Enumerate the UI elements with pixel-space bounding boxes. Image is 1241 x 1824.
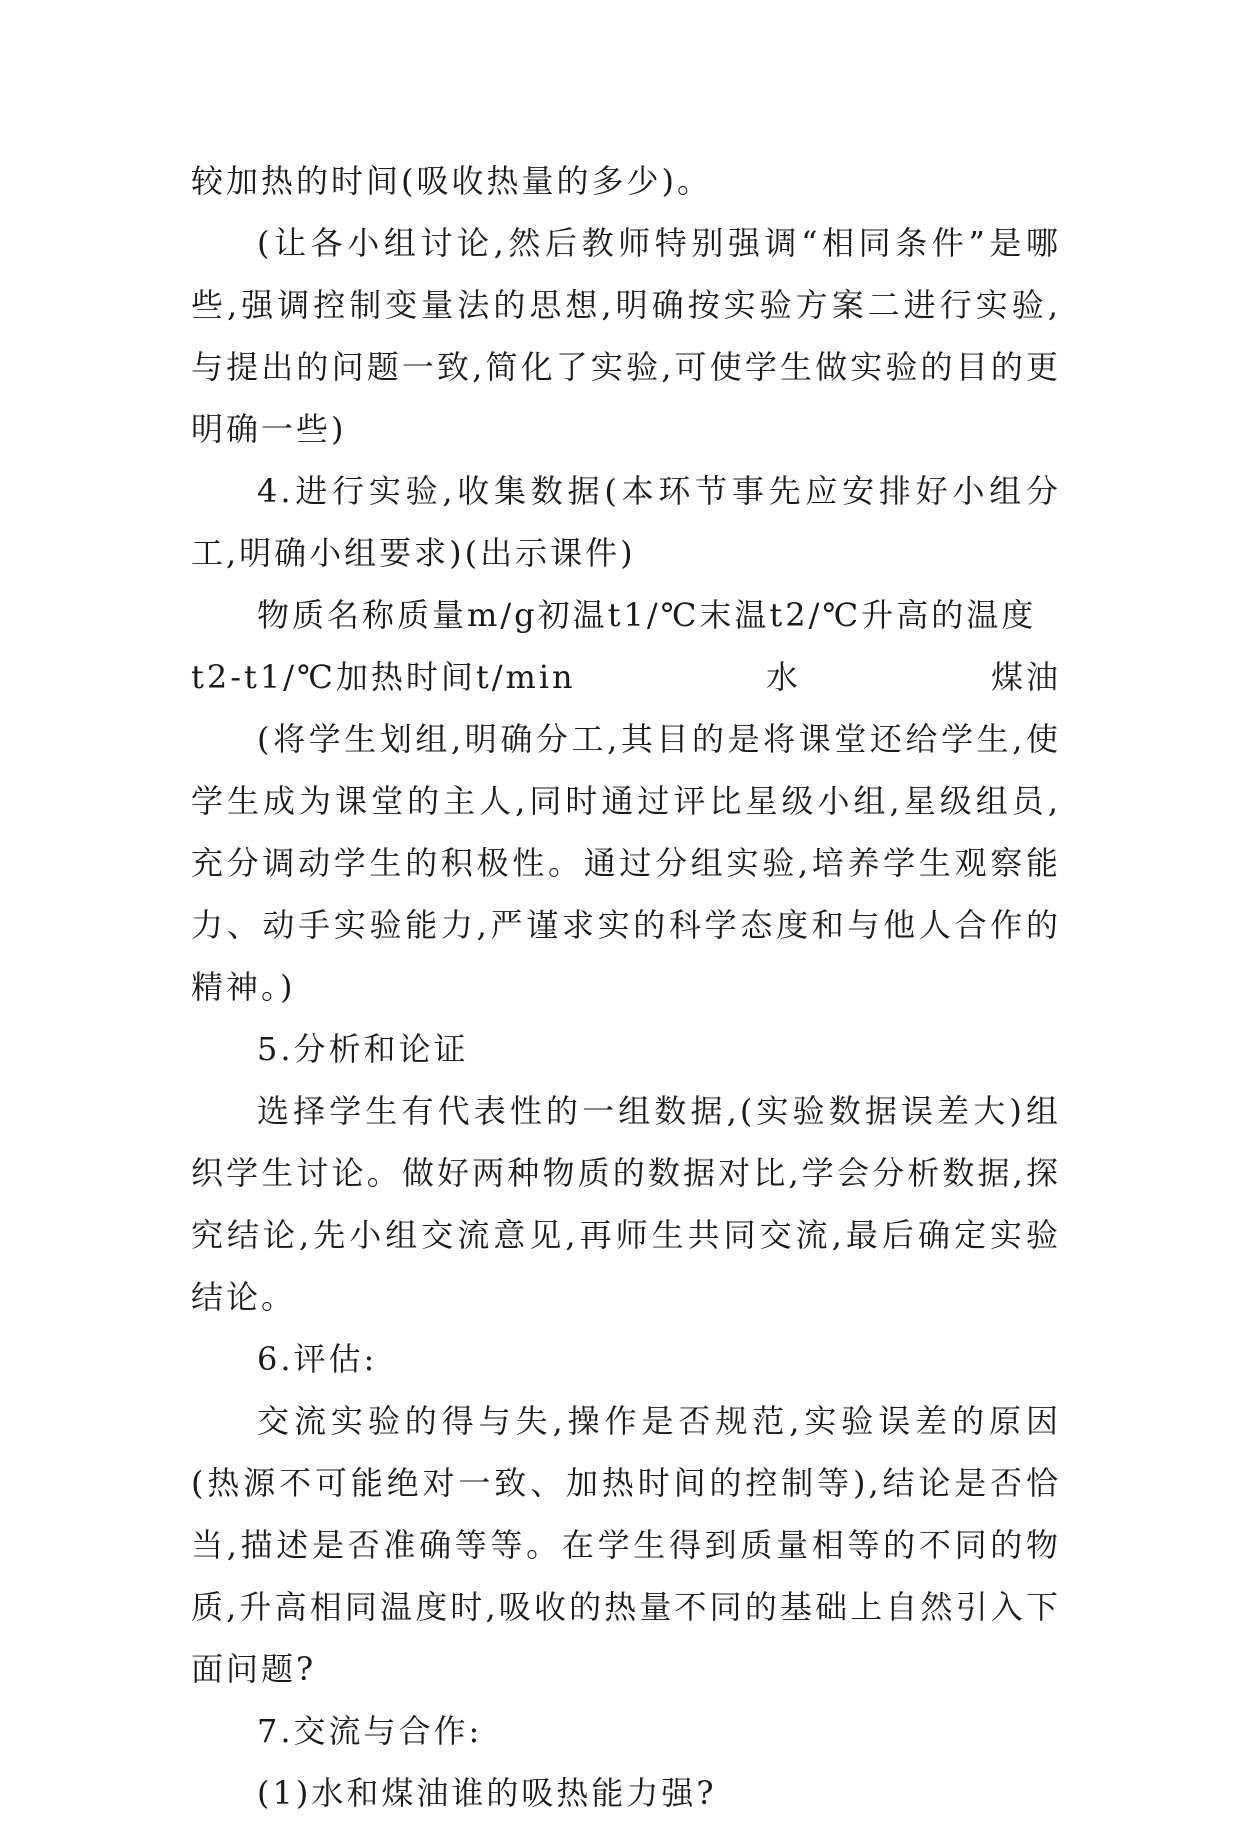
- table-second-line: [191, 646, 1061, 708]
- paragraph-analysis: 选择学生有代表性的一组数据,(实验数据误差大)组织学生讨论。做好两种物质的数据对比,学会分析数据,探究结论,先小组交流意见,再师生共同交流,最后确定实验结论。: [191, 1092, 1061, 1316]
- paragraph-heating-time: 较加热的时间(吸收热量的多少)。: [191, 162, 712, 200]
- table-cell-kerosene: 煤油: [990, 658, 1061, 696]
- table-cell-time: t2-t1/℃加热时间t/min: [191, 658, 576, 696]
- paragraph-group-discussion: (让各小组讨论,然后教师特别强调“相同条件”是哪些,强调控制变量法的思想,明确按实验方案二进行实验,与提出的问题一致,简化了实验,可使学生做实验的目的更明确一些): [191, 224, 1061, 448]
- paragraph-step-4: 4.进行实验,收集数据(本环节事先应安排好小组分工,明确小组要求)(出示课件): [191, 472, 1061, 572]
- document-body: [191, 150, 1061, 1824]
- paragraph-step-7: 7.交流与合作:: [257, 1712, 483, 1750]
- table-header-line: 物质名称质量m/g初温t1/℃末温t2/℃升高的温度: [257, 596, 1037, 634]
- paragraph-evaluation: 交流实验的得与失,操作是否规范,实验误差的原因(热源不可能绝对一致、加热时间的控制等),结论是否恰当,描述是否准确等等。在学生得到质量相等的不同的物质,升高相同温度时,吸收的热量不同的基础上自然引入下面问题?: [191, 1402, 1061, 1688]
- paragraph-step-5: 5.分析和论证: [257, 1030, 469, 1068]
- paragraph-grouping: (将学生划组,明确分工,其目的是将课堂还给学生,使学生成为课堂的主人,同时通过评比星级小组,星级组员,充分调动学生的积极性。通过分组实验,培养学生观察能力、动手实验能力,严谨求实的科学态度和与他人合作的精神。): [191, 720, 1061, 1006]
- paragraph-step-6: 6.评估:: [257, 1340, 378, 1378]
- paragraph-question-1: (1)水和煤油谁的吸热能力强?: [257, 1774, 717, 1812]
- table-cell-water: 水: [765, 658, 801, 696]
